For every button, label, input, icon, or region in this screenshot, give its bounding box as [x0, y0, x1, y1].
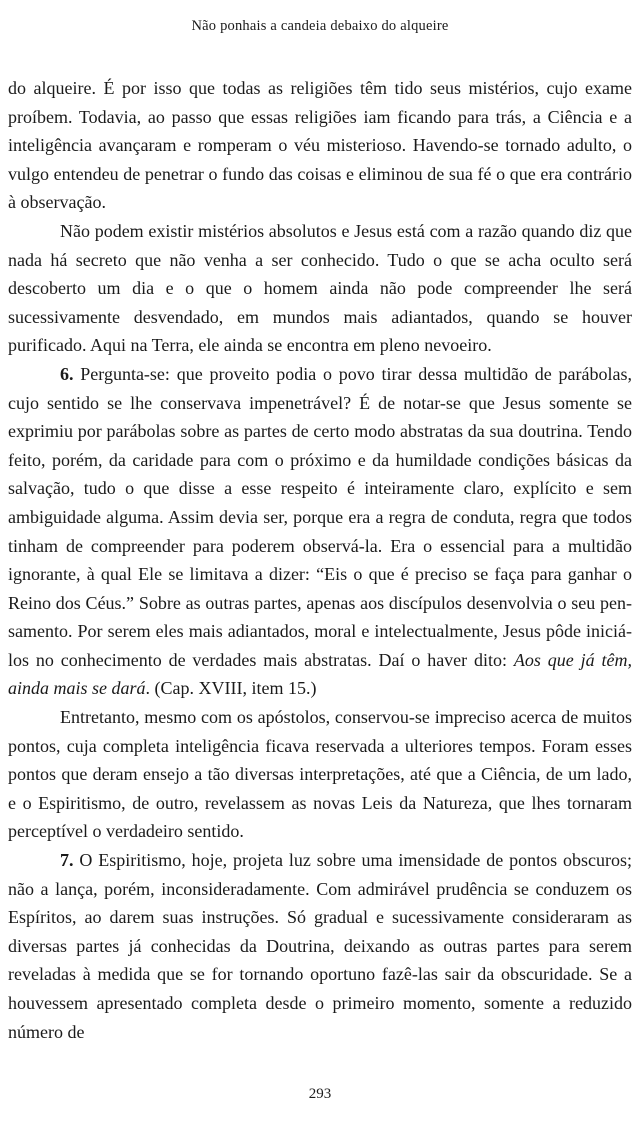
paragraph-2: [8, 217, 632, 360]
paragraph-4-text: Entretanto, mesmo com os apóstolos, conservou-se impreciso acerca de muitos pontos, cuja completa inteligência ficava reservada a ulteriores tempos. Foram esses pontos que deram ensejo a tão diversas interpretações, até que a Ciência, de um lado, e o Espiritismo, de outro, revelassem as novas Leis da Natureza, que lhes tornaram perceptível o verdadeiro sentido.: [8, 707, 632, 842]
paragraph-1-text: do alqueire. É por isso que todas as religiões têm tido seus mistérios, cujo exame proíbem. Todavia, ao passo que essas religiões iam ficando para trás, a Ciência e a inteligência avançaram e romperam o véu misterioso. Havendo-se tornado adulto, o vulgo entendeu de penetrar o fundo das coisas e eliminou de sua fé o que era contrário à observação.: [8, 78, 632, 213]
item-6-citation: . (Cap. XVIII, item 15.): [145, 678, 317, 699]
item-number-6: 6.: [60, 363, 74, 384]
paragraph-1: [8, 74, 632, 217]
page-number: 293: [308, 1086, 332, 1102]
paragraph-4: [8, 703, 632, 846]
body-text: [8, 74, 632, 1046]
running-head: Não ponhais a candeia debaixo do alqueire: [191, 18, 449, 34]
item-6-italic-quote: Aos que já têm, ainda mais se dará: [8, 649, 633, 699]
paragraph-item-7: [8, 846, 632, 1046]
paragraph-2-text: Não podem existir mistérios absolutos e Jesus está com a razão quando diz que nada há secreto que não venha a ser conhecido. Tudo o que se acha oculto será descoberto um dia e o que o homem ainda não pode compreender lhe será sucessivamente desvendado, em mundos mais adiantados, quando se houver purificado. Aqui na Terra, ele ainda se encontra em pleno nevoeiro.: [8, 220, 632, 356]
item-number-7: 7.: [60, 850, 74, 871]
item-7-text: O Espiritismo, hoje, projeta luz sobre uma imensidade de pontos obscuros; não a lança, porém, inconsideradamente. Com admirável prudência se conduzem os Espíritos, ao darem suas instruções. Só gradual e sucessivamente consideraram as diversas partes já conhecidas da Doutrina, deixando as outras partes para serem reveladas à medida que se for tornando oportuno fazê-las sair da obscuridade. Se a houvessem apresentado completa desde o primeiro momento, somente a reduzido número de: [8, 850, 632, 1042]
item-6-text: Pergunta-se: que proveito podia o povo tirar dessa multidão de parábolas, cujo sentido se lhe conservava impenetrável? É de notar-se que Jesus somente se exprimiu por parábolas sobre as partes de certo modo abstratas da sua doutrina. Tendo feito, porém, da caridade para com o próximo e da humildade condições básicas da salvação, tudo o que disse a esse respeito é inteiramente claro, explícito e sem ambiguidade alguma. Assim devia ser, porque era a regra de conduta, regra que todos tinham de compreender para poderem observá-la. Era o essencial para a multidão ignorante, à qual Ele se limitava a dizer: “Eis o que é preciso se faça para ganhar o Reino dos Céus.” Sobre as outras partes, apenas aos discípulos desenvolvia o seu pensamento. Por serem eles mais adiantados, moral e intelectualmente, Jesus pôde iniciá-los no conhecimento de verdades mais abstratas. Daí o haver dito:: [8, 363, 632, 670]
paragraph-item-6: [8, 360, 632, 703]
